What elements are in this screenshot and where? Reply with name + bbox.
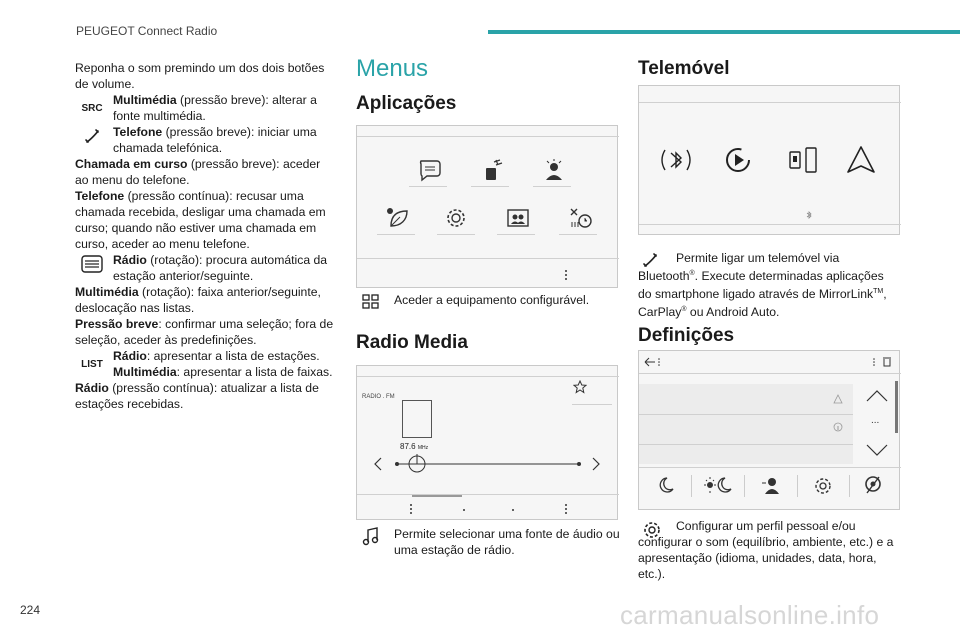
column-2	[356, 55, 620, 115]
climate-timer-app-icon[interactable]	[567, 206, 593, 230]
telefone-item: Telefone (pressão breve): iniciar uma chamada telefónica.	[75, 124, 337, 156]
settings-app-icon[interactable]	[443, 206, 469, 230]
src-item: SRC Multimédia (pressão breve): alterar a fonte multimédia.	[75, 92, 337, 124]
active-tab-indicator	[412, 495, 462, 497]
day-night-icon[interactable]	[703, 475, 733, 495]
profile-icon[interactable]	[759, 475, 781, 495]
bluetooth-icon[interactable]	[659, 144, 693, 176]
header-accent-bar	[488, 30, 960, 34]
aplicacoes-caption: Aceder a equipamento configurável.	[362, 292, 620, 308]
nav-dot[interactable]	[512, 509, 514, 511]
column-1	[75, 60, 337, 412]
radio-menu-icon[interactable]	[408, 503, 414, 515]
page-number: 224	[20, 603, 41, 617]
watermark: carmanualsonline.info	[620, 600, 880, 630]
radio-media-heading: Radio Media	[356, 332, 468, 353]
station-artwork	[402, 400, 432, 438]
multimedia-rotation-item: Multimédia (rotação): faixa anterior/seguinte, deslocação nas listas.	[75, 285, 321, 315]
settings-gear-icon	[642, 520, 662, 544]
carplay-icon[interactable]	[723, 144, 753, 176]
connected-app-icon[interactable]	[480, 158, 506, 182]
aplicacoes-heading: Aplicações	[356, 93, 457, 114]
list-item: LIST Rádio: apresentar a lista de estações. Multimédia: apresentar a lista de faixas.	[75, 348, 337, 380]
info-icon	[833, 422, 843, 432]
telefone-continuous-item: Telefone (pressão contínua): recusar uma chamada recebida, desligar uma chamada em curso; quando não estiver uma chamada em curso, aceder ao menu telefone.	[75, 189, 326, 251]
settings-list	[639, 384, 853, 464]
aplicacoes-screen	[356, 125, 618, 288]
warning-icon	[833, 394, 843, 404]
android-auto-icon[interactable]	[845, 144, 877, 176]
paragraph-volume: Reponha o som premindo um dos dois botões de volume.	[75, 61, 325, 91]
contacts-app-icon[interactable]	[505, 206, 531, 230]
phone-icon	[642, 252, 658, 272]
privacy-icon[interactable]	[861, 475, 885, 495]
bluetooth-status-icon	[805, 210, 813, 220]
scroll-down-icon[interactable]	[865, 443, 889, 457]
running-header: PEUGEOT Connect Radio	[76, 24, 218, 38]
more-dots: ...	[871, 415, 880, 426]
next-station-icon[interactable]	[591, 456, 601, 472]
menus-heading: Menus	[356, 55, 429, 82]
radio-media-screen	[356, 365, 618, 520]
eco-app-icon[interactable]	[385, 206, 411, 230]
message-app-icon[interactable]	[417, 158, 443, 182]
scrollbar[interactable]	[895, 381, 898, 433]
phone-icon	[79, 128, 105, 144]
radio-continuous-item: Rádio (pressão contínua): atualizar a lista de estações recebidas.	[75, 381, 319, 411]
more-menu-icon[interactable]	[563, 269, 569, 281]
pressao-item: Pressão breve: confirmar uma seleção; fora de seleção, aceder às predefinições.	[75, 317, 334, 347]
driver-app-icon[interactable]	[541, 158, 567, 182]
radio-item: Rádio (rotação): procura automática da estação anterior/seguinte.	[75, 252, 337, 284]
frequency-slider[interactable]	[393, 454, 583, 474]
scroll-up-icon[interactable]	[865, 389, 889, 403]
radio-media-caption: Permite selecionar uma fonte de áudio ou uma estação de rádio.	[362, 526, 620, 558]
src-icon: SRC	[81, 103, 103, 114]
favorite-star-icon[interactable]	[573, 380, 587, 394]
options-menu-icon[interactable]	[563, 503, 569, 515]
definicoes-screen	[638, 350, 900, 510]
thumbwheel-icon	[79, 255, 105, 273]
telemovel-caption: Permite ligar um telemóvel via Bluetooth®. Execute determinadas aplicações do smartphone ligado através de MirrorLink™, CarPlay® ou Android Auto.	[638, 251, 887, 320]
settings-gear-icon[interactable]	[811, 475, 835, 495]
mirrorlink-icon[interactable]	[787, 144, 819, 176]
telemovel-heading: Telemóvel	[638, 58, 730, 79]
definicoes-caption: Configurar um perfil pessoal e/ou configurar o som (equilíbrio, ambiente, etc.) e a apresentação (idioma, unidades, data, hora, etc.).	[638, 519, 894, 581]
radio-band-label: RADIO . FM	[362, 394, 395, 400]
apps-grid-icon	[362, 292, 380, 314]
music-note-icon	[362, 526, 380, 550]
back-arrow-icon[interactable]	[643, 357, 661, 367]
settings-options-icon[interactable]	[871, 357, 895, 367]
telemovel-screen	[638, 85, 900, 235]
night-mode-icon[interactable]	[653, 475, 675, 495]
definicoes-heading: Definições	[638, 325, 735, 346]
previous-station-icon[interactable]	[373, 456, 383, 472]
frequency-readout: 87.6 MHz	[400, 442, 429, 451]
list-icon: LIST	[81, 359, 103, 370]
nav-dot[interactable]	[463, 509, 465, 511]
chamada-item: Chamada em curso (pressão breve): aceder ao menu do telefone.	[75, 157, 321, 187]
